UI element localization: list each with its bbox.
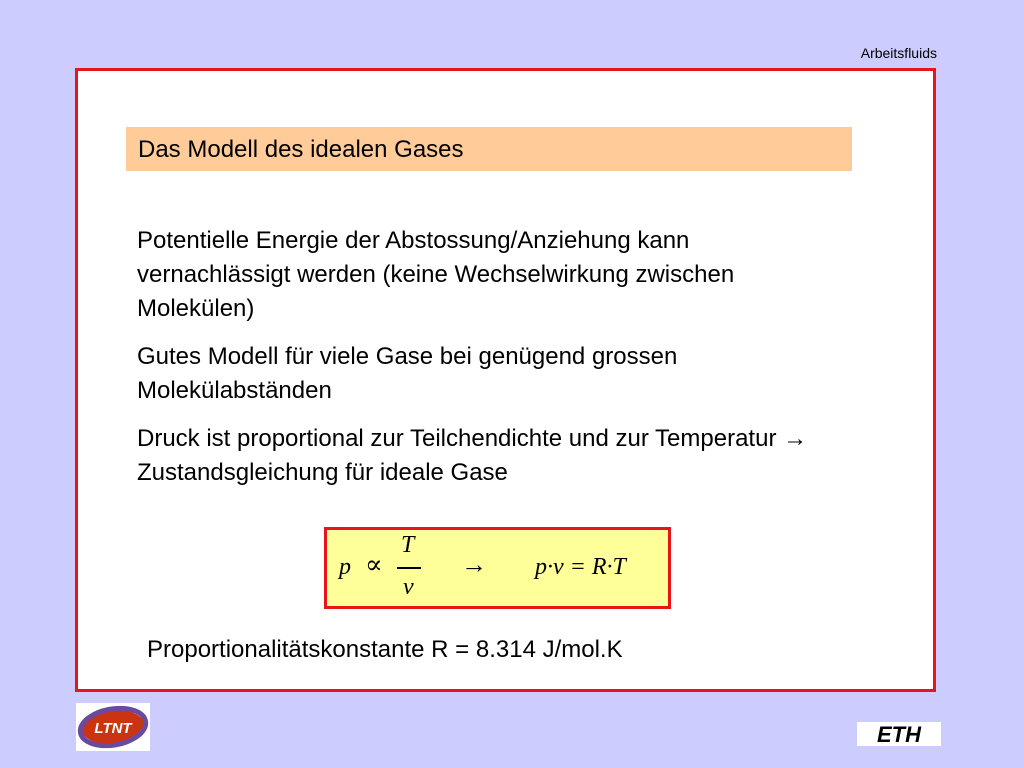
formula-denominator: v xyxy=(403,574,414,600)
formula-box xyxy=(324,527,671,609)
paragraph-3: Druck ist proportional zur Teilchendichte und zur Temperatur → Zustandsgleichung für ideale Gase xyxy=(137,425,808,486)
ltnt-logo xyxy=(76,703,150,751)
header-label: Arbeitsfluids xyxy=(860,45,937,61)
ltnt-logo-graphic xyxy=(76,703,150,751)
formula-proportional: ∝ xyxy=(365,550,383,579)
paragraph-2: Gutes Modell für viele Gase bei genügend grossen Molekülabständen xyxy=(137,343,678,404)
constant-note: Proportionalitätskonstante R = 8.314 J/mol.K xyxy=(147,636,623,663)
paragraph-1: Potentielle Energie der Abstossung/Anziehung kann vernachlässigt werden (keine Wechselwirkung zwischen Molekülen) xyxy=(137,227,735,322)
formula-p: p xyxy=(339,554,351,580)
formula-equation: p·v = R·T xyxy=(535,554,626,580)
formula-arrow: → xyxy=(461,550,487,579)
slide-frame xyxy=(75,68,936,692)
slide-content xyxy=(137,224,837,504)
formula-numerator: T xyxy=(401,532,415,558)
ltnt-logo-text: LTNT xyxy=(94,720,132,737)
fraction-bar xyxy=(397,567,421,569)
slide-title: Das Modell des idealen Gases xyxy=(126,127,852,171)
eth-logo-text: ETH xyxy=(877,722,921,746)
eth-logo-graphic xyxy=(857,722,941,746)
eth-logo xyxy=(857,722,941,746)
